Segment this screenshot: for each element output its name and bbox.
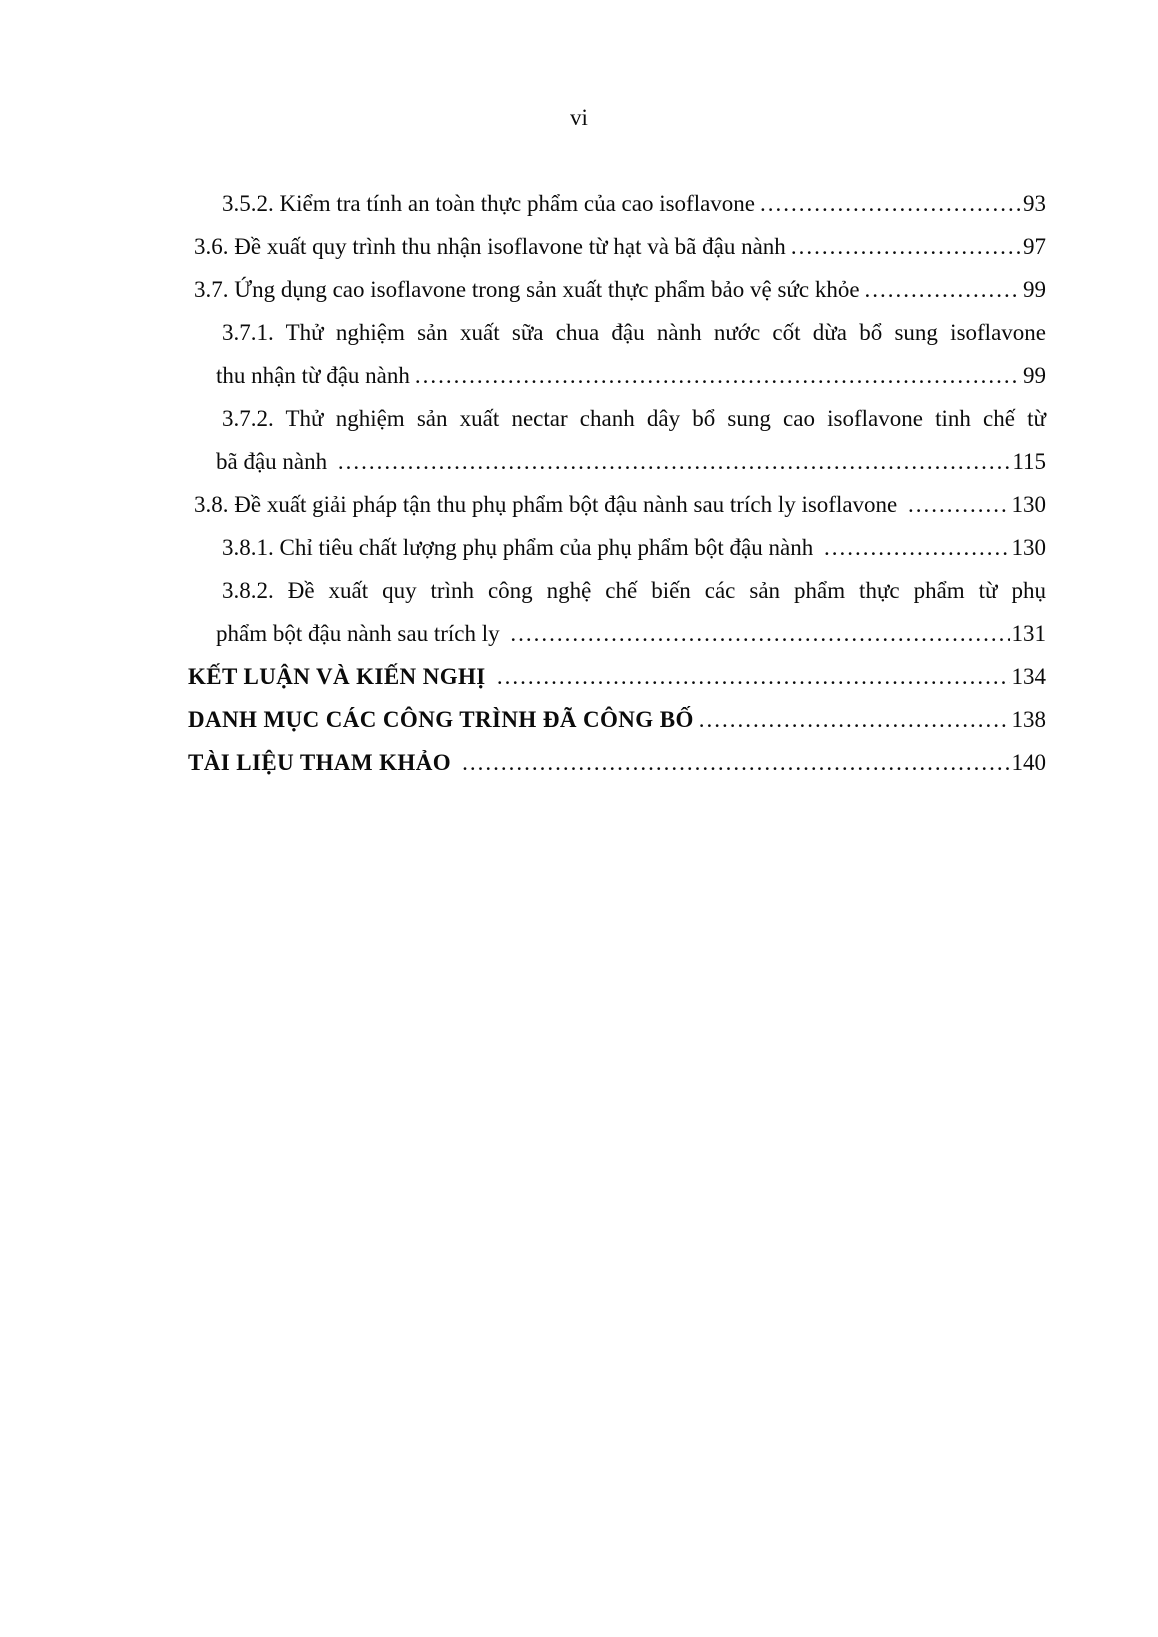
dot-leader xyxy=(865,268,1021,311)
dot-leader xyxy=(510,612,1009,655)
toc-entry-last-line xyxy=(194,225,1046,268)
toc-entry-text: 3.7. Ứng dụng cao isoflavone trong sản xuất thực phẩm bảo vệ sức khỏe xyxy=(194,277,860,302)
toc-entry-last-line xyxy=(188,655,1046,698)
toc-entry-last-line xyxy=(216,182,1046,225)
toc-entry-text: KẾT LUẬN VÀ KIẾN NGHỊ xyxy=(188,664,492,689)
toc-entry-last-line xyxy=(188,698,1046,741)
toc-entry xyxy=(188,741,1046,784)
toc-entry xyxy=(216,526,1046,569)
toc-entry-text: phẩm bột đậu nành sau trích ly xyxy=(216,621,506,646)
toc-page-number: 93 xyxy=(1023,191,1046,216)
toc-page-number: 115 xyxy=(1012,449,1046,474)
toc-page-number: 131 xyxy=(1011,621,1046,646)
dot-leader xyxy=(908,483,1009,526)
toc-entry xyxy=(216,397,1046,483)
toc-entry-text: TÀI LIỆU THAM KHẢO xyxy=(188,750,458,775)
toc-entry-last-line xyxy=(216,440,1046,483)
toc-page-number: 99 xyxy=(1023,277,1046,302)
toc-page-number: 140 xyxy=(1011,750,1046,775)
toc-entry-text-line: 3.7.2. Thử nghiệm sản xuất nectar chanh dây bổ sung cao isoflavone tinh chế từ xyxy=(222,406,1046,431)
toc-entry-last-line xyxy=(216,354,1046,397)
dot-leader xyxy=(699,698,1010,741)
toc-page-number: 130 xyxy=(1011,492,1046,517)
toc-entry-last-line xyxy=(216,526,1046,569)
toc-entry-last-line xyxy=(188,741,1046,784)
toc-entry-text-line: 3.7.1. Thử nghiệm sản xuất sữa chua đậu nành nước cốt dừa bổ sung isoflavone xyxy=(222,320,1046,345)
toc-entry xyxy=(194,268,1046,311)
toc-entry-text: DANH MỤC CÁC CÔNG TRÌNH ĐÃ CÔNG BỐ xyxy=(188,707,694,732)
dot-leader xyxy=(415,354,1021,397)
toc-page-number: 99 xyxy=(1023,363,1046,388)
toc-entry xyxy=(194,225,1046,268)
toc-entry-text: bã đậu nành xyxy=(216,449,333,474)
table-of-contents xyxy=(188,182,1046,784)
dot-leader xyxy=(462,741,1009,784)
dot-leader xyxy=(824,526,1010,569)
toc-entry-last-line xyxy=(194,268,1046,311)
dot-leader xyxy=(760,182,1021,225)
toc-entry xyxy=(194,483,1046,526)
dot-leader xyxy=(497,655,1010,698)
toc-page-number: 134 xyxy=(1011,664,1046,689)
toc-entry xyxy=(216,311,1046,397)
toc-entry xyxy=(188,698,1046,741)
toc-entry-text: 3.8. Đề xuất giải pháp tận thu phụ phẩm bột đậu nành sau trích ly isoflavone xyxy=(194,492,904,517)
toc-entry-text: 3.5.2. Kiểm tra tính an toàn thực phẩm của cao isoflavone xyxy=(222,191,755,216)
toc-entry xyxy=(216,569,1046,655)
toc-entry-last-line xyxy=(194,483,1046,526)
dot-leader xyxy=(791,225,1021,268)
dot-leader xyxy=(338,440,1010,483)
toc-entry-text-line: 3.8.2. Đề xuất quy trình công nghệ chế biến các sản phẩm thực phẩm từ phụ xyxy=(222,578,1046,603)
toc-page-number: 138 xyxy=(1011,707,1046,732)
toc-entry xyxy=(216,182,1046,225)
toc-page-number: 130 xyxy=(1011,535,1046,560)
toc-entry-text: 3.8.1. Chỉ tiêu chất lượng phụ phẩm của phụ phẩm bột đậu nành xyxy=(222,535,819,560)
toc-entry-text: 3.6. Đề xuất quy trình thu nhận isoflavone từ hạt và bã đậu nành xyxy=(194,234,786,259)
toc-page-number: 97 xyxy=(1023,234,1046,259)
page-number-header: vi xyxy=(570,105,588,130)
toc-entry-last-line xyxy=(216,612,1046,655)
toc-entry xyxy=(188,655,1046,698)
toc-entry-text: thu nhận từ đậu nành xyxy=(216,363,410,388)
